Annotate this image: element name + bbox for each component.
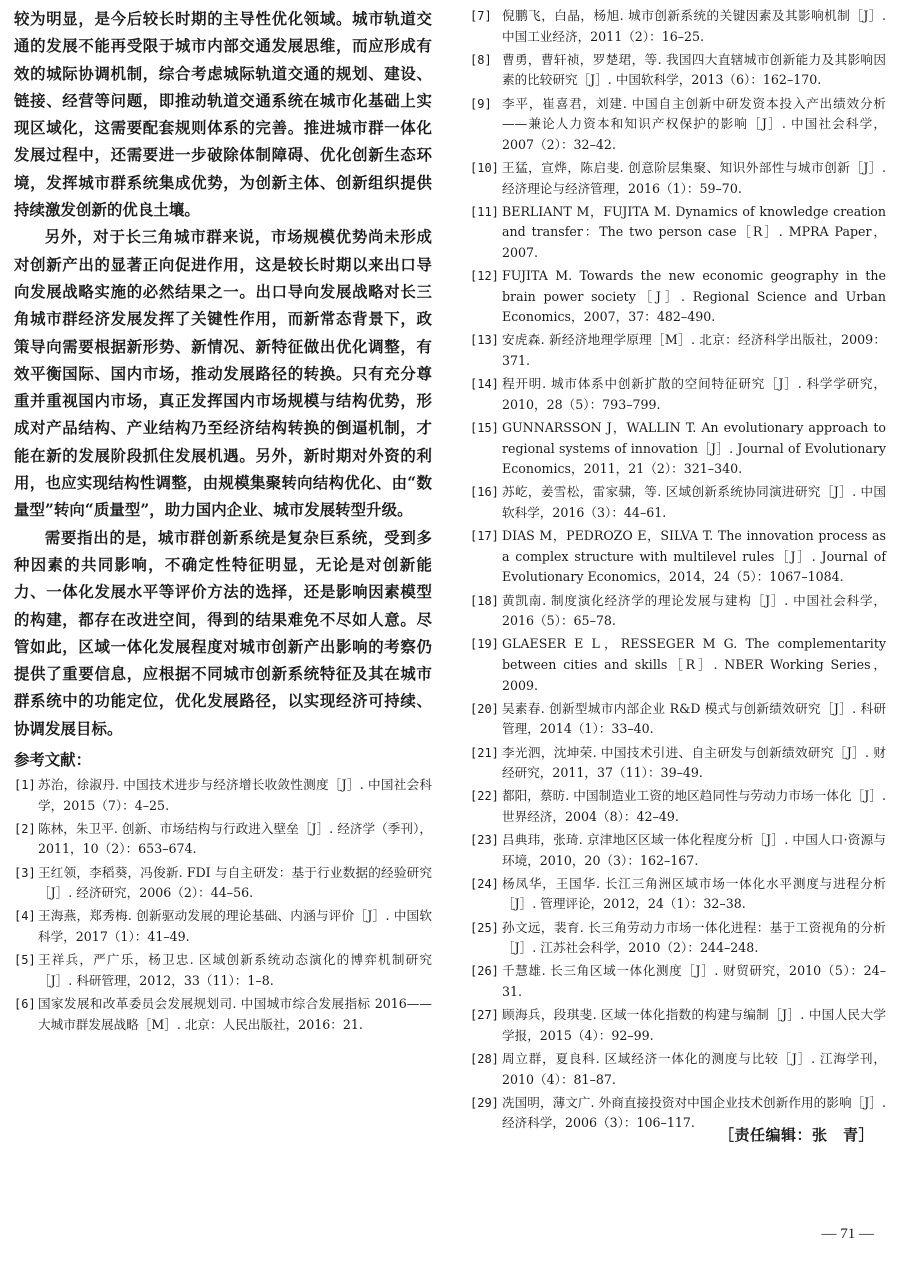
reference-number: [7]	[470, 9, 492, 23]
reference-number: [22]	[470, 789, 499, 804]
reference-item	[470, 94, 886, 156]
references-heading: 参考文献：	[14, 751, 91, 770]
reference-number: [16]	[470, 485, 499, 500]
reference-number: [8]	[470, 52, 492, 67]
reference-text: 杨凤华，王国华. 长江三角洲区域市场一体化水平测度与进程分析［J］. 管理评论，2012，24（1）：32–38.	[502, 875, 886, 912]
reference-number: [14]	[470, 377, 499, 392]
right-column	[470, 6, 886, 1137]
reference-item	[470, 699, 886, 740]
reference-item	[470, 830, 886, 871]
reference-text: 王红领，李稻葵，冯俊新. FDI 与自主研发：基于行业数据的经验研究［J］. 经济研究，2006（2）：44–56.	[38, 864, 432, 901]
reference-number: [24]	[470, 876, 499, 891]
reference-item	[470, 330, 886, 371]
reference-number: [12]	[470, 269, 499, 284]
reference-text: 周立群，夏良科. 区域经济一体化的测度与比较［J］. 江海学刊，2010（4）：81–87.	[502, 1050, 886, 1087]
reference-number: [13]	[470, 333, 499, 348]
reference-item	[470, 482, 886, 523]
reference-text: FUJITA M. Towards the new economic geography in the brain power society［J］. Regional Science and Urban Economics，2007，37：482–490.	[502, 268, 886, 325]
reference-item	[14, 819, 432, 860]
reference-text: 曹勇，曹轩祯，罗楚珺，等. 我国四大直辖城市创新能力及其影响因素的比较研究［J］. 中国软科学，2013（6）：162–170.	[502, 51, 886, 88]
reference-text: 黄凯南. 制度演化经济学的理论发展与建构［J］. 中国社会科学，2016（5）：65–78.	[502, 592, 886, 629]
reference-item	[470, 743, 886, 784]
reference-text: 冼国明，薄文广. 外商直接投资对中国企业技术创新作用的影响［J］. 经济科学，2006（3）：106–117.	[502, 1094, 886, 1131]
reference-text: BERLIANT M，FUJITA M. Dynamics of knowledge creation and transfer：The two person case［R］. MPRA Paper，2007.	[502, 203, 886, 260]
reference-number: [17]	[470, 529, 499, 544]
reference-text: 王祥兵，严广乐，杨卫忠. 区域创新系统动态演化的博弈机制研究［J］. 科研管理，2012，33（11）：1–8.	[38, 952, 432, 988]
reference-item	[470, 918, 886, 959]
reference-number: [29]	[470, 1095, 499, 1110]
reference-text: 苏治，徐淑丹. 中国技术进步与经济增长收敛性测度［J］. 中国社会科学，2015（7）：4–25.	[38, 777, 432, 813]
reference-text: 吕典玮，张琦. 京津地区区域一体化程度分析［J］. 中国人口·资源与环境，2010，20（3）：162–167.	[502, 832, 886, 868]
reference-text: 王猛，宣烨，陈启斐. 创意阶层集聚、知识外部性与城市创新［J］. 经济理论与经济管理，2016（1）：59–70.	[502, 159, 886, 196]
reference-number: [15]	[470, 421, 499, 436]
reference-text: 顾海兵，段琪斐. 区域一体化指数的构建与编制［J］. 中国人民大学学报，2015（4）：92–99.	[502, 1007, 886, 1043]
reference-item	[470, 6, 886, 47]
reference-item	[14, 906, 432, 947]
reference-item	[14, 994, 432, 1035]
reference-text: 陈林，朱卫平. 创新、市场结构与行政进入壁垒［J］. 经济学（季刊），2011，10（2）：653–674.	[38, 820, 432, 857]
reference-text: DIAS M，PEDROZO E，SILVA T. The innovation process as a complex structure with multilevel rules［J］. Journal of Evolutionary Economics，2014，24（5）：1067–1084.	[502, 528, 886, 585]
reference-number: [26]	[470, 964, 499, 979]
reference-number: [11]	[470, 204, 499, 219]
reference-text: GUNNARSSON J，WALLIN T. An evolutionary approach to regional systems of innovation［J］. Journal of Evolutionary Economics，2011，21（2）：321–340.	[502, 420, 886, 477]
reference-item	[470, 266, 886, 328]
reference-item	[14, 863, 432, 904]
reference-item	[470, 50, 886, 91]
reference-text: 李光泗，沈坤荣. 中国技术引进、自主研发与创新绩效研究［J］. 财经研究，2011，37（11）：39–49.	[502, 744, 886, 781]
reference-number: [1]	[14, 778, 36, 793]
reference-item	[470, 526, 886, 588]
reference-number: [4]	[14, 909, 36, 924]
reference-item	[470, 786, 886, 827]
reference-text: 吴素春. 创新型城市内部企业 R&D 模式与创新绩效研究［J］. 科研管理，2014（1）：33–40.	[502, 700, 886, 737]
reference-number: [27]	[470, 1008, 499, 1023]
reference-text: 孙文远，裴育. 长三角劳动力市场一体化进程：基于工资视角的分析［J］. 江苏社会科学，2010（2）：244–248.	[502, 919, 886, 956]
reference-item	[470, 961, 886, 1002]
reference-item	[470, 202, 886, 264]
reference-text: 都阳，蔡昉. 中国制造业工资的地区趋同性与劳动力市场一体化［J］. 世界经济，2004（8）：42–49.	[502, 788, 886, 824]
reference-item	[470, 591, 886, 632]
reference-item	[470, 374, 886, 415]
reference-number: [18]	[470, 593, 499, 608]
responsible-editor: ［责任编辑：张 青］	[718, 1126, 874, 1144]
reference-text: 王海燕，郑秀梅. 创新驱动发展的理论基础、内涵与评价［J］. 中国软科学，2017（1）：41–49.	[38, 908, 432, 944]
reference-number: [3]	[14, 865, 36, 880]
reference-text: GLAESER E L，RESSEGER M G. The complementarity between cities and skills［R］. NBER Working Series，2009.	[502, 636, 886, 693]
reference-number: [23]	[470, 833, 499, 848]
reference-number: [9]	[470, 96, 492, 111]
reference-number: [25]	[470, 920, 499, 935]
reference-number: [19]	[470, 637, 499, 652]
left-column	[14, 6, 432, 1038]
reference-number: [10]	[470, 160, 499, 175]
reference-item	[470, 874, 886, 915]
reference-text: 程开明. 城市体系中创新扩散的空间特征研究［J］. 科学学研究，2010，28（5）：793–799.	[502, 376, 886, 412]
reference-number: [5]	[14, 953, 36, 968]
reference-item	[470, 418, 886, 480]
reference-text: 李平，崔喜君，刘建. 中国自主创新中研发资本投入产出绩效分析——兼论人力资本和知识产权保护的影响［J］. 中国社会科学，2007（2）：32–42.	[502, 95, 886, 152]
reference-number: [2]	[14, 821, 36, 836]
reference-text: 国家发展和改革委员会发展规划司. 中国城市综合发展指标 2016——大城市群发展战略［M］. 北京：人民出版社，2016：21.	[38, 995, 432, 1032]
reference-number: [20]	[470, 701, 499, 716]
page-number: — 71 —	[821, 1226, 874, 1242]
reference-number: [6]	[14, 996, 36, 1011]
reference-text: 安虎森. 新经济地理学原理［M］. 北京：经济科学出版社，2009：371.	[502, 332, 886, 369]
reference-item	[470, 634, 886, 696]
body-paragraph-2: 另外，对于长三角城市群来说，市场规模优势尚未形成对创新产出的显著正向促进作用，这是较长时期以来出口导向发展战略实施的必然结果之一。出口导向发展战略对长三角城市群经济发展发挥了关键性作用，而新常态背景下，政策导向需要根据新形势、新情况、新特征做出优化调整，有效平衡国际、国内市场，推动发展路径的转换。只有充分尊重并重视国内市场，真正发挥国内市场规模与结构优势，形成对产品结构、产业结构乃至经济结构转换的倒逼机制，才能在新的发展阶段抓住发展机遇。另外，新时期对外资的利用，也应实现结构性调整，由规模集聚转向结构优化、由“数量型”转向“质量型”，助力国内企业、城市发展转型升级。	[14, 228, 432, 520]
reference-number: [28]	[470, 1051, 499, 1066]
reference-item	[14, 950, 432, 991]
body-paragraph-1: 较为明显，是今后较长时期的主导性优化领域。城市轨道交通的发展不能再受限于城市内部交通发展思维，而应形成有效的城际协调机制，综合考虑城际轨道交通的规划、建设、链接、经营等问题，即推动轨道交通系统在城市化基础上实现区域化，这需要配套规则体系的完善。推进城市群一体化发展过程中，还需要进一步破除体制障碍、优化创新生态环境，发挥城市群系统集成优势，为创新主体、创新组织提供持续激发创新的优良土壤。	[14, 10, 432, 220]
reference-text: 倪鹏飞，白晶，杨旭. 城市创新系统的关键因素及其影响机制［J］. 中国工业经济，2011（2）：16–25.	[502, 8, 886, 44]
reference-item	[470, 1005, 886, 1046]
body-paragraph-3: 需要指出的是，城市群创新系统是复杂巨系统，受到多种因素的共同影响，不确定性特征明显，无论是对创新能力、一体化发展水平等评价方法的选择，还是影响因素模型的构建，都存在改进空间，得到的结果难免不尽如人意。尽管如此，区域一体化发展程度对城市创新产出影响的考察仍提供了重要信息，应根据不同城市创新系统特征及其在城市群系统中的功能定位，优化发展路径，以实现经济可持续、协调发展目标。	[14, 528, 432, 738]
reference-item	[470, 1049, 886, 1090]
reference-number: [21]	[470, 745, 499, 760]
reference-item	[470, 158, 886, 199]
reference-text: 千慧雄. 长三角区域一体化测度［J］. 财贸研究，2010（5）：24–31.	[502, 963, 886, 999]
reference-text: 苏屹，姜雪松，雷家骕，等. 区域创新系统协同演进研究［J］. 中国软科学，2016（3）：44–61.	[502, 484, 886, 520]
references-list-left	[14, 775, 432, 1035]
reference-item	[14, 775, 432, 816]
references-list-right	[470, 6, 886, 1134]
